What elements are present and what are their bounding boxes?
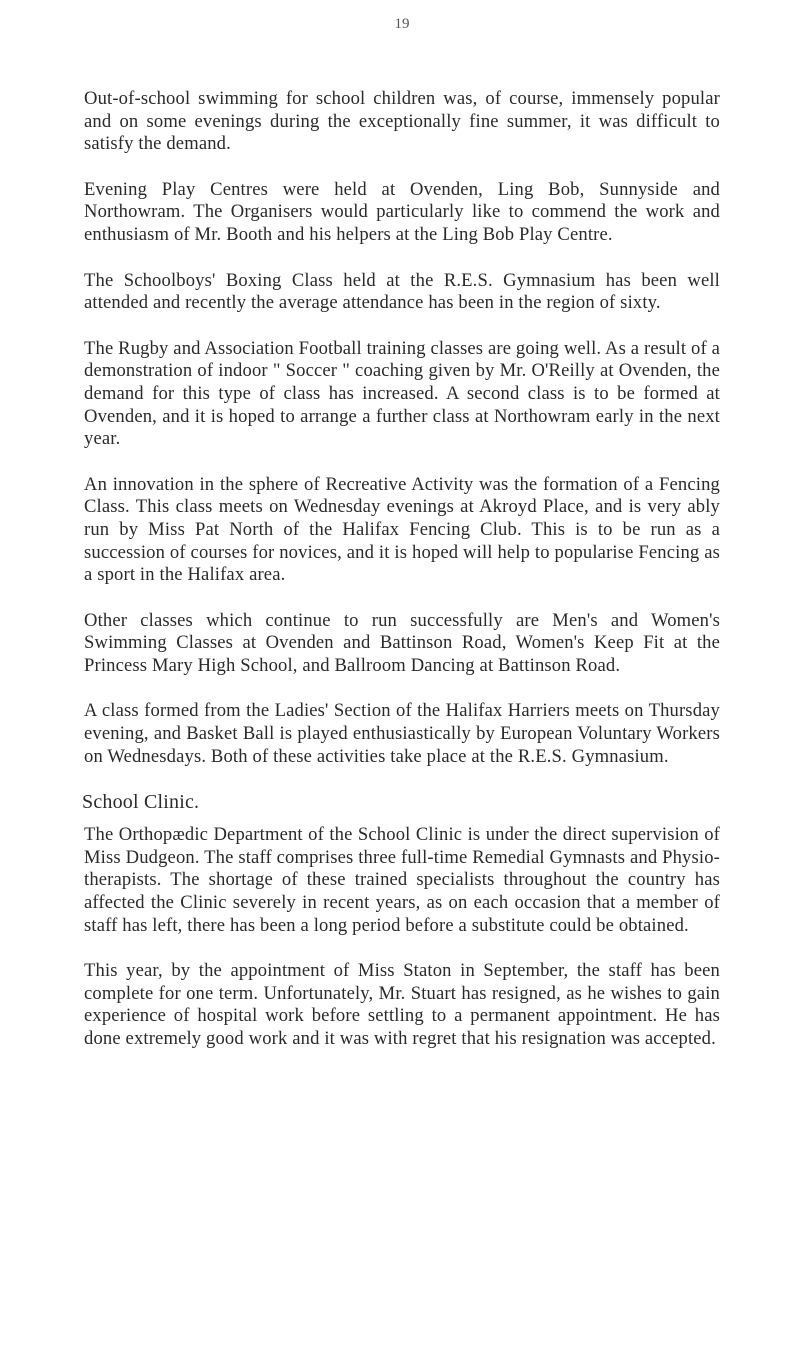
page-number: 19 [394,16,410,32]
paragraph-other-classes: Other classes which continue to run successfully are Men's and Women's Swimming Classes at Ovenden and Battinson Road, Women's Keep Fit at the Princess Mary High School, and Ballroom Dancing at Battinson Road. [84,609,720,676]
paragraph-boxing-class: The Schoolboys' Boxing Class held at the R.E.S. Gymnasium has been well attended and recently the average attendance has been in the region of sixty. [84,269,720,314]
body-text [84,88,720,1074]
section-heading-school-clinic: School Clinic. [82,791,200,814]
paragraph-football-training: The Rugby and Association Football training classes are going well. As a result of a demonstration of indoor " Soccer " coaching given by Mr. O'Reilly at Ovenden, the demand for this type of class has increased. A second class is to be formed at Ovenden, and it is hoped to arrange a further class at Northowram early in the next year. [84,337,720,450]
paragraph-fencing-class: An innovation in the sphere of Recreative Activity was the formation of a Fencing Class. This class meets on Wednesday evenings at Akroyd Place, and is very ably run by Miss Pat North of the Halifax Fencing Club. This is to be run as a succession of courses for novices, and it is hoped will help to popularise Fencing as a sport in the Halifax area. [84,473,720,586]
paragraph-orthopaedic-department: The Orthopædic Department of the School Clinic is under the direct supervision of Miss Dudgeon. The staff comprises three full-time Remedial Gymnasts and Physio-therapists. The shortage of these trained specialists throughout the country has affected the Clinic severely in recent years, as on each occasion that a member of staff has left, there has been a long period before a substitute could be obtained. [84,824,720,936]
paragraph-swimming: Out-of-school swimming for school children was, of course, immensely popular and on some evenings during the exceptionally fine summer, it was difficult to satisfy the demand. [84,88,720,155]
paragraph-play-centres: Evening Play Centres were held at Ovenden, Ling Bob, Sunnyside and Northowram. The Organisers would particularly like to commend the work and enthusiasm of Mr. Booth and his helpers at the Ling Bob Play Centre. [84,178,720,245]
paragraph-harriers-basketball: A class formed from the Ladies' Section of the Halifax Harriers meets on Thursday evening, and Basket Ball is played enthusiastically by European Voluntary Workers on Wednesdays. Both of these activities take place at the R.E.S. Gymnasium. [84,700,720,767]
paragraph-staff-appointment: This year, by the appointment of Miss Staton in September, the staff has been complete for one term. Unfortunately, Mr. Stuart has resigned, as he wishes to gain experience of hospital work before settling to a permanent appointment. He has done extremely good work and it was with regret that his resignation was accepted. [84,960,720,1049]
